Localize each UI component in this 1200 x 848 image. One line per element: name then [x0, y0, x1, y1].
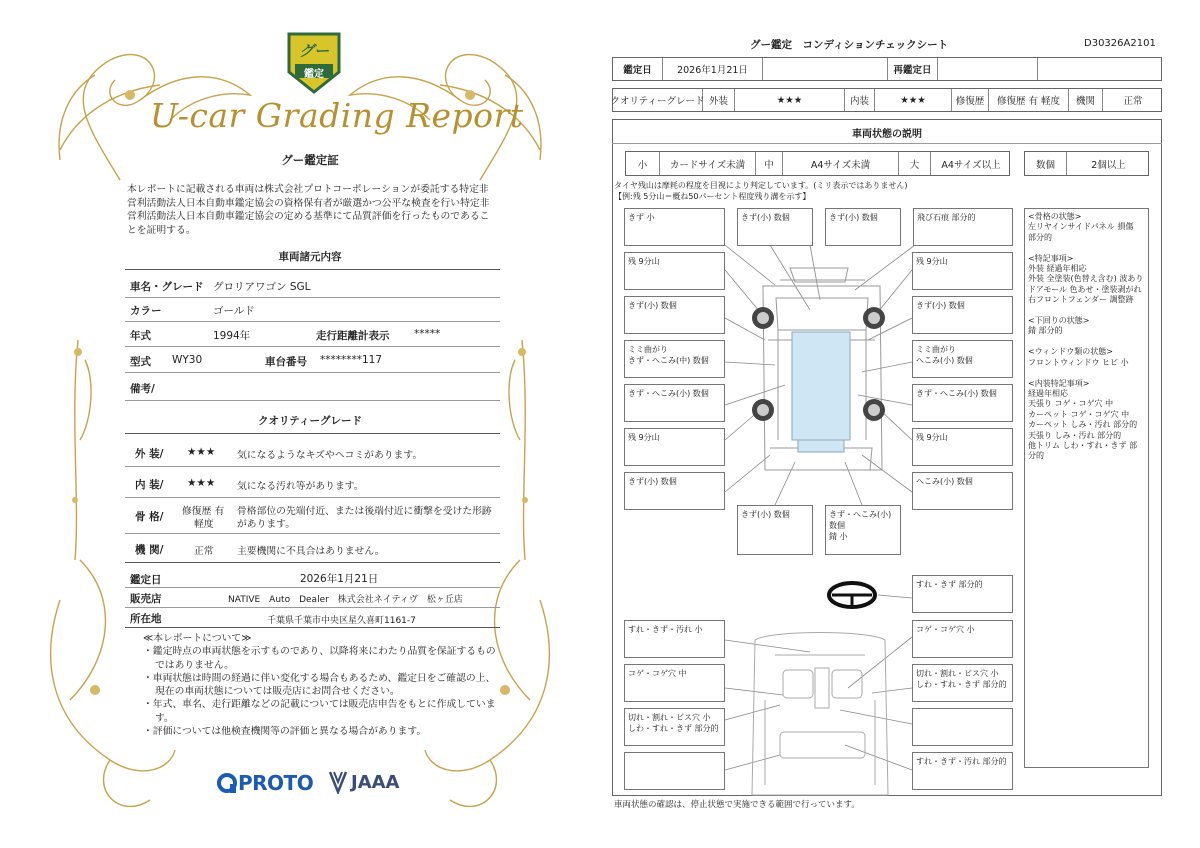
interior-stars: ★★★	[187, 477, 216, 489]
proto-logo-text: PROTO	[238, 771, 314, 795]
condition-heading: 車両状態の説明	[852, 129, 922, 140]
color-value: ゴールド	[213, 305, 255, 317]
mileage-label: 走行距離計表示	[316, 330, 390, 342]
interior-callout	[912, 708, 1013, 746]
interior-label: 内 装/	[135, 479, 164, 491]
report-title: U-car Grading Report	[150, 96, 524, 135]
interior-callout: コゲ・コゲ穴 中	[624, 664, 725, 702]
model-value: WY30	[172, 354, 203, 366]
tire-note-2: 【例:残 5分山＝概ね50パーセント程度残り溝を示す】	[614, 192, 811, 201]
spec-heading: 車両諸元内容	[278, 251, 342, 263]
note-item: ・評価については他検査機関等の評価と異なる場合があります。	[143, 726, 427, 738]
exterior-callout: きず(小) 数個	[624, 296, 725, 334]
frame-desc-line2: があります。	[237, 519, 295, 530]
exterior-callout: きず(小) 数個	[825, 208, 901, 246]
engine-desc: 主要機関に不具合はありません。	[237, 546, 385, 557]
exterior-callout: 残 9分山	[624, 428, 725, 466]
year-value: 1994年	[213, 330, 251, 342]
exterior-callout: きず・へこみ(小) 数個 錆 小	[825, 505, 901, 555]
interior-stars: ★★★	[875, 89, 952, 111]
note-item: ・年式、車名、走行距離などの記載については販売店申告をもとに作成しています。	[143, 699, 496, 724]
reappraisal-label: 再鑑定日	[888, 58, 938, 80]
exterior-callout: きず(小) 数個	[737, 505, 813, 555]
year-label: 年式	[130, 330, 151, 342]
chassis-value: ********117	[320, 354, 383, 366]
repair-value: 修復歴 有 軽度	[989, 89, 1069, 111]
exterior-callout: きず(小) 数個	[737, 208, 813, 246]
interior-callout: すれ・きず 部分的	[912, 575, 1013, 613]
engine-label: 機関	[1069, 89, 1103, 111]
interior-label: 内装	[845, 89, 875, 111]
interior-callout: 切れ・割れ・ビス穴 小 しわ・すれ・きず 部分的	[912, 664, 1013, 702]
frame-desc-line1: 骨格部位の先端付近、または後端付近に衝撃を受けた形跡	[237, 506, 492, 517]
exterior-callout: きず(小) 数個	[624, 472, 725, 510]
exterior-callout: きず・へこみ(小) 数個	[624, 384, 725, 422]
exterior-callout: きず・へこみ(小) 数個	[912, 384, 1013, 422]
exterior-callout: きず 小	[624, 208, 725, 246]
exterior-callout: ミミ曲がり きず・へこみ(中) 数個	[624, 340, 725, 378]
chassis-label: 車台番号	[265, 356, 307, 368]
report-notes	[143, 632, 503, 738]
proto-logo-icon	[216, 772, 238, 794]
remarks-label: 備考/	[130, 383, 155, 395]
exterior-callout: 残 9分山	[912, 428, 1013, 466]
mileage-value: *****	[414, 328, 441, 340]
appraisal-date-label: 鑑定日	[130, 574, 162, 586]
note-item: ・鑑定時点の車両状態を示すものであり、以降将来にわたり品質を保証するものではありません。	[143, 646, 496, 671]
steering-wheel-icon	[829, 583, 875, 607]
logo-top-text: グー	[298, 42, 329, 60]
exterior-label: 外装	[703, 89, 735, 111]
logo-bottom-text: 鑑定	[304, 69, 324, 80]
interior-callout: すれ・きず・汚れ 小	[624, 620, 725, 658]
frame-value-line1: 修復歴 有	[182, 506, 225, 517]
size-small-label: 小	[626, 152, 660, 175]
quality-heading: クオリティーグレード	[258, 415, 362, 427]
address-value: 千葉県千葉市中央区星久喜町1161-7	[267, 616, 416, 626]
count-desc: 2個以上	[1091, 159, 1126, 171]
sheet-footer-note: 車両状態の確認は、停止状態で実施できる範囲で行っています。	[614, 800, 860, 810]
condition-summary: <骨格の状態> 左リヤインサイドパネル 損傷 部分的 <特記事項> 外装 経過年相応 外装 全塗装(色替え含む) 波あり ドアモール 色あせ・塗装剥がれ 右フロントフェンダー 調整跡 <下回りの状態> 錆 部分的 <ウィンドウ類の状態> フロントウィンドウ ヒビ 小 <内装特記事項> 経過年相応 天張り コゲ・コゲ穴 中 カーペット コゲ・コゲ穴 中 カーペット しみ・汚れ 部分的 天張り しみ・汚れ 部分的 他トリム しわ・すれ・きず 部分的	[1024, 208, 1149, 768]
exterior-callout: 残 9分山	[912, 252, 1013, 290]
date-value: 2026年1月21日	[663, 58, 763, 80]
exterior-stars: ★★★	[735, 89, 845, 111]
tire-note-1: タイヤ残山は摩耗の程度を目視により判定しています。(ミリ表示ではありません)	[614, 181, 908, 190]
interior-desc: 気になる汚れ等があります。	[237, 481, 364, 492]
interior-callout: コゲ・コゲ穴 小	[912, 620, 1013, 658]
size-medium-desc: A4サイズ未満	[783, 152, 899, 175]
sheet-id: D30326A2101	[1084, 38, 1156, 49]
frame-label: 骨 格/	[135, 511, 164, 523]
goo-kantei-logo	[283, 28, 345, 96]
quality-label: クオリティーグレード	[613, 89, 703, 111]
repair-label: 修復歴	[952, 89, 989, 111]
certificate-text: 本レポートに記載される車両は株式会社プロトコーポレーションが委託する特定非営利活動法人日本自動車鑑定協会の資格保有者が厳選かつ公平な検査を行い特定非営利活動法人日本自動車鑑定協会の定める基準にて品質評価を行ったものであることを証明する。	[127, 184, 490, 236]
color-label: カラー	[130, 305, 162, 317]
exterior-callout: ミミ曲がり へこみ(小) 数個	[912, 340, 1013, 378]
jaaa-logo-icon	[328, 770, 348, 794]
note-item: ・車両状態は時間の経過に伴い変化する場合もあるため、鑑定日をご確認の上、現在の車両状態については販売店にお問合せください。	[143, 672, 496, 698]
notes-heading: ≪本レポートについて≫	[143, 633, 252, 644]
exterior-stars: ★★★	[187, 446, 216, 458]
engine-label: 機 関/	[135, 544, 164, 556]
size-large-label: 大	[899, 152, 931, 175]
date-label: 鑑定日	[613, 58, 663, 80]
frame-value-line2: 軽度	[194, 519, 214, 530]
count-label: 数個	[1025, 152, 1067, 175]
exterior-callout: へこみ(小) 数個	[912, 472, 1013, 510]
size-large-desc: A4サイズ以上	[941, 159, 1001, 171]
size-small-desc: カードサイズ未満	[660, 152, 756, 175]
dealer-label: 販売店	[130, 593, 162, 605]
footer-logos	[216, 766, 416, 802]
jaaa-logo-text: JAAA	[351, 772, 400, 793]
exterior-callout: きず(小) 数個	[912, 296, 1013, 334]
car-name-label: 車名・グレード	[130, 281, 204, 293]
sheet-title: グー鑑定 コンディションチェックシート	[750, 39, 949, 51]
exterior-callout: 残 9分山	[624, 252, 725, 290]
address-label: 所在地	[130, 613, 162, 625]
interior-callout	[624, 752, 725, 790]
exterior-label: 外 装/	[135, 448, 164, 460]
interior-callout: すれ・きず・汚れ 部分的	[912, 752, 1013, 790]
condition-check-sheet	[600, 0, 1200, 848]
size-medium-label: 中	[756, 152, 783, 175]
dealer-value: NATIVE Auto Dealer 株式会社ネイティヴ 松ヶ丘店	[228, 595, 463, 605]
exterior-desc: 気になるようなキズやヘコミがあります。	[237, 450, 423, 461]
certificate-title: グー鑑定証	[281, 153, 339, 167]
model-label: 型式	[130, 356, 151, 368]
car-name-value: グロリアワゴン SGL	[213, 281, 311, 293]
exterior-callout: 飛び石痕 部分的	[913, 208, 1013, 246]
engine-value: 正常	[194, 546, 214, 557]
interior-callout: 切れ・割れ・ビス穴 小 しわ・すれ・きず 部分的	[624, 708, 725, 746]
engine-value: 正常	[1123, 96, 1143, 107]
appraisal-date-value: 2026年1月21日	[300, 573, 379, 585]
